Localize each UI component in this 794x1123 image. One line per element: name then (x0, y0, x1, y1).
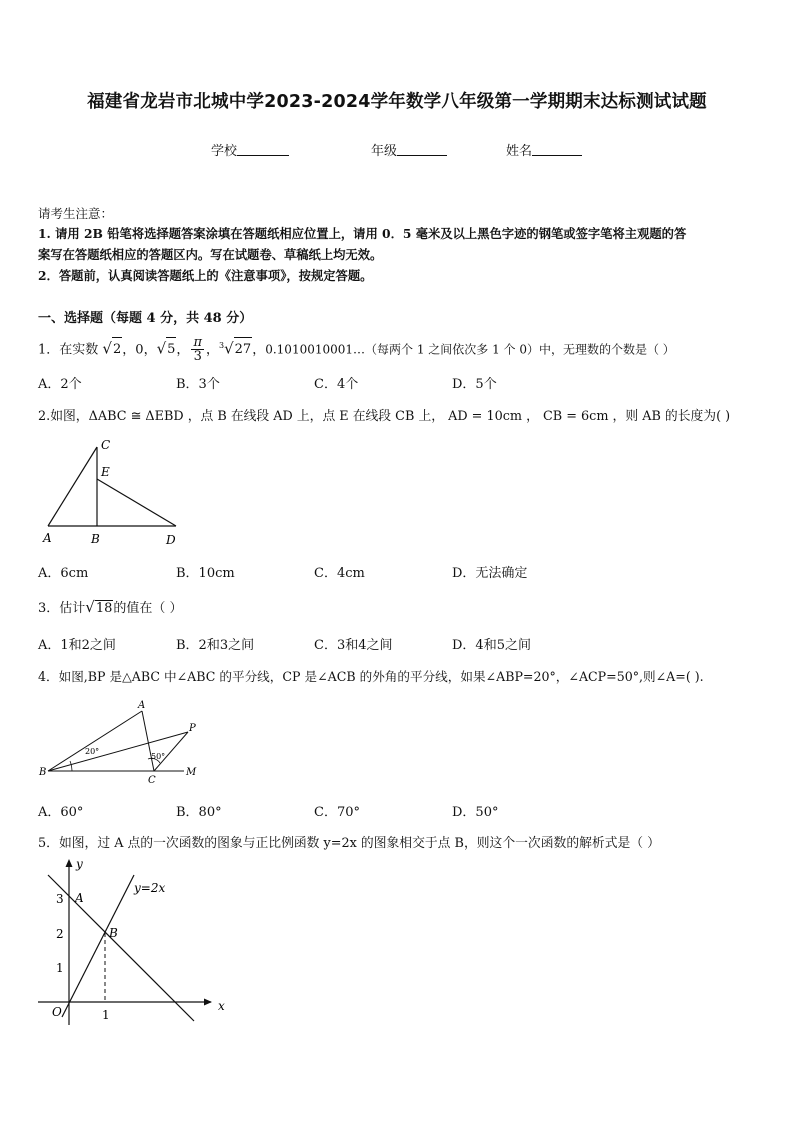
q2-figure (38, 435, 188, 550)
school-label: 学校 (211, 144, 238, 159)
q1-rad1: 2 (112, 337, 122, 362)
q3-rad: 18 (95, 601, 113, 616)
segment-ac (142, 711, 154, 771)
y-axis-label: y (76, 857, 83, 871)
label-p: P (189, 723, 196, 734)
point-a-label: A (75, 891, 84, 905)
q3-stem (38, 597, 183, 616)
notice-item2: 2．答题前，认真阅读答题纸上的《注意事项》，按规定答题。 (38, 268, 373, 283)
q4-figure (36, 697, 206, 789)
y-tick-3: 3 (56, 892, 64, 906)
q5-stem: 5．如图，过 A 点的一次函数的图象与正比例函数 y=2x 的图象相交于点 B，则这个一次函数的解析式是（ ） (38, 836, 660, 851)
label-m: M (186, 767, 197, 778)
q1-den: 3 (193, 349, 202, 365)
q1-stem: 1．在实数 √2，0，√5， $\frac{\pi}{3}$ ，$^3$√27，0.1010010001…（每两个 1 之间依次多 1 个 0）中，无理数的个数是（ ） (38, 335, 675, 365)
q1-fraction (191, 336, 204, 363)
q2-option-b: B．10cm (176, 566, 235, 581)
label-b: B (91, 532, 100, 546)
name-label: 姓名 (506, 144, 533, 159)
q1-pi: π (193, 335, 202, 351)
angle-label-50: 50° (151, 752, 166, 761)
notice-item1-line2: 案写在答题纸相应的答题区内。写在试题卷、草稿纸上均无效。 (38, 247, 383, 262)
section1-heading: 一、选择题（每题 4 分，共 48 分） (38, 311, 253, 326)
grade-field (371, 140, 447, 159)
q4-option-d: D．50° (452, 805, 499, 820)
q1-option-a: A．2个 (38, 377, 82, 392)
sqrt-symbol: √ (85, 598, 95, 616)
q2-stem: 2.如图，ΔABC ≅ ΔEBD ，点 B 在线段 AD 上，点 E 在线段 CB 上， AD = 10cm ， CB = 6cm ，则 AB 的长度为( ) (38, 409, 731, 424)
q1-cube-index: 3 (219, 341, 225, 350)
label-a: A (138, 700, 146, 711)
q1-option-d: D．5个 (452, 377, 497, 392)
q3-option-c: C．3和4之间 (314, 638, 393, 653)
segment-bp (48, 732, 188, 771)
q2-option-c: C．4cm (314, 566, 365, 581)
label-a: A (43, 531, 52, 545)
q1-option-b: B．3个 (176, 377, 220, 392)
q2-option-a: A．6cm (38, 566, 89, 581)
label-c: C (148, 775, 156, 786)
q1-rad2: 5 (166, 337, 176, 362)
q4-stem: 4．如图,BP 是△ABC 中∠ABC 的平分线，CP 是∠ACB 的外角的平分线，如果∠ABP=20°，∠ACP=50°,则∠A=( ). (38, 669, 704, 684)
grade-label: 年级 (371, 144, 398, 159)
name-blank (532, 142, 582, 156)
q3-prefix: 3．估计 (38, 601, 86, 616)
label-c: C (101, 438, 111, 452)
q4-option-c: C．70° (314, 805, 360, 820)
x-axis-arrow-icon (204, 999, 212, 1006)
name-field (506, 140, 582, 159)
q4-option-b: B．80° (176, 805, 222, 820)
angle-arc-b (70, 761, 72, 771)
notice-item1-line1: 1. 请用 2B 铅笔将选择题答案涂填在答题纸相应位置上，请用 0．5 毫米及以上黑色字迹的钢笔或签字笔将主观题的答 (38, 226, 687, 241)
label-d: D (166, 533, 176, 547)
segment-ed (97, 479, 176, 526)
page-title: 福建省龙岩市北城中学2023-2024学年数学八年级第一学期期末达标测试试题 (87, 92, 707, 112)
q4-option-a: A．60° (38, 805, 84, 820)
sqrt-symbol: √ (224, 339, 234, 358)
q2-option-d: D．无法确定 (452, 566, 528, 581)
line-y-2x (62, 875, 134, 1017)
origin-label: O (52, 1005, 62, 1019)
segment-ba (48, 711, 142, 771)
q1-prefix: 1．在实数 (38, 342, 99, 358)
y-axis-arrow-icon (66, 859, 73, 867)
point-b-label: B (109, 926, 118, 940)
sqrt-symbol: √ (102, 339, 112, 358)
q3-option-a: A．1和2之间 (38, 638, 116, 653)
q3-option-b: B．2和3之间 (176, 638, 255, 653)
q3-option-d: D．4和5之间 (452, 638, 531, 653)
q1-zero: 0 (135, 342, 144, 358)
q3-suffix: 的值在（ ） (113, 601, 183, 616)
sqrt-symbol: √ (156, 339, 167, 358)
school-blank (237, 142, 289, 156)
grade-blank (397, 142, 447, 156)
notice-heading: 请考生注意： (38, 206, 114, 221)
label-b: B (39, 767, 47, 778)
q1-option-c: C．4个 (314, 377, 359, 392)
segment-ac (48, 447, 97, 526)
x-axis-label: x (218, 999, 225, 1013)
line-through-a (48, 875, 194, 1021)
x-tick-1: 1 (102, 1008, 110, 1022)
q1-rest: 0.1010010001…（每两个 1 之间依次多 1 个 0）中，无理数的个数是（ ） (265, 342, 675, 357)
school-field (211, 140, 289, 159)
q1-rad3: 27 (234, 337, 253, 362)
line-y-2x-label: y=2x (134, 881, 166, 895)
label-e: E (101, 465, 110, 479)
y-tick-2: 2 (56, 927, 64, 941)
y-tick-1: 1 (56, 961, 64, 975)
q5-figure (36, 855, 236, 1030)
angle-label-20: 20° (85, 747, 100, 756)
